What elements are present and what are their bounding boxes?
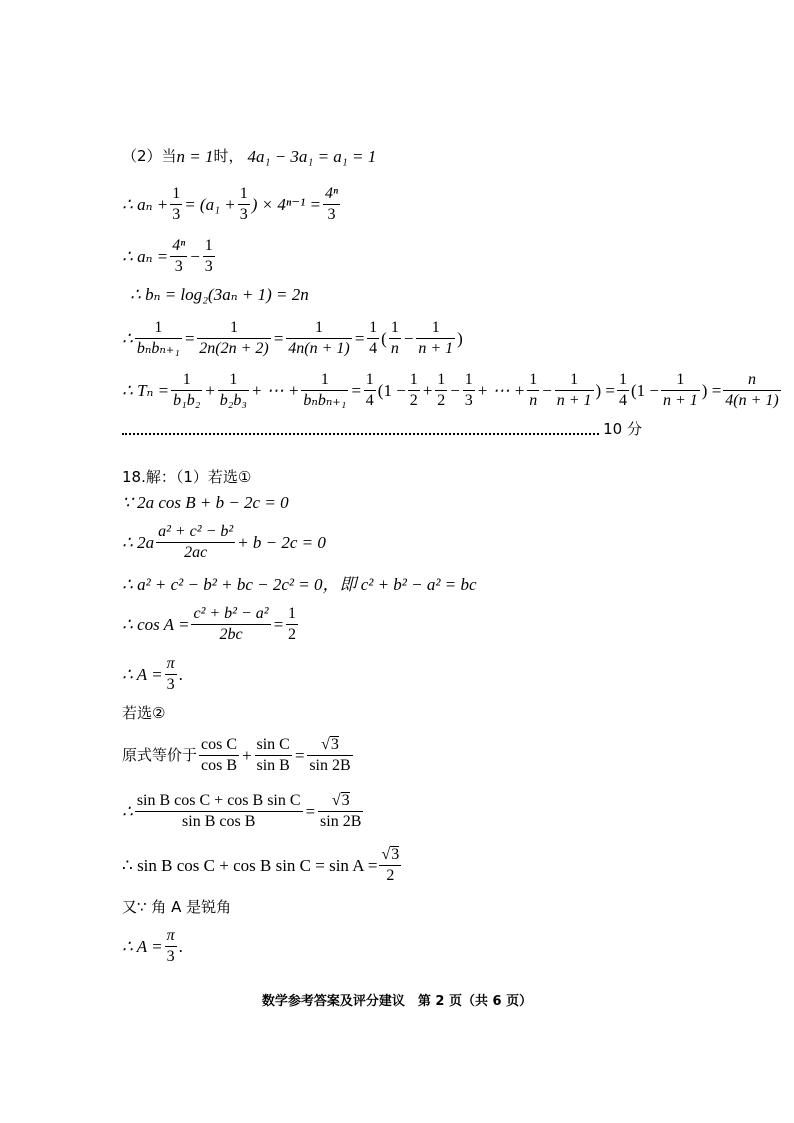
frac-den: b₂b₃ (219, 392, 247, 409)
frac-num: π (166, 655, 175, 672)
frac-num: √3 (381, 846, 400, 863)
q18-eq1 (122, 494, 289, 511)
frac-half (286, 606, 298, 643)
frac-num: 4ⁿ (172, 237, 186, 254)
frac-1-over-2-b (435, 372, 447, 409)
frac-num: 1 (409, 371, 418, 388)
frac-den: 3 (166, 676, 175, 693)
part2-eq2 (122, 238, 217, 275)
frac-num: n (748, 371, 757, 388)
eq3-text: ∴ bₙ = log₂(3aₙ + 1) = 2n (130, 285, 309, 304)
period: . (178, 665, 183, 684)
frac-num: 1 (464, 371, 473, 388)
frac-den: sin 2B (309, 757, 351, 774)
frac-den: 4 (619, 392, 627, 409)
frac-den: 2 (386, 867, 395, 884)
frac-1-over-n1 (416, 320, 455, 357)
part2-intro (122, 148, 376, 165)
q18-eq2-right: + b − 2c = 0 (237, 533, 326, 552)
frac-num: 1 (239, 185, 248, 202)
q18-eq2-left: ∴ 2a (122, 533, 155, 552)
frac-den: 2n(2n + 2) (199, 340, 269, 357)
frac-den: 2 (437, 392, 446, 409)
eq4-left: ∴ (122, 329, 133, 348)
frac-1-over-bnbn1-b (301, 372, 348, 409)
frac-num: √3 (331, 792, 350, 809)
frac-den: 4 (365, 392, 374, 409)
part2-eq3 (130, 286, 309, 303)
frac-cos-a (191, 606, 270, 643)
frac-num: 1 (676, 371, 685, 388)
frac-num: 1 (204, 237, 213, 254)
frac-1-over-4-b (364, 372, 376, 409)
frac-1-over-bnbn1 (135, 320, 182, 357)
frac-num: 1 (369, 319, 378, 336)
q18-eq4 (122, 606, 300, 643)
part2-eq1 (122, 186, 342, 223)
q18-eq10-left: ∴ A = (122, 937, 163, 956)
q18-eq5-left: ∴ A = (122, 665, 163, 684)
frac-num: √3 (321, 736, 339, 753)
frac-num: 4ⁿ (324, 185, 339, 202)
q18-eq9-text: 又∵ 角 A 是锐角 (122, 898, 232, 916)
frac-num: 1 (314, 319, 323, 336)
frac-pi-over-3-b (165, 928, 177, 965)
q18-eq10 (122, 928, 183, 965)
sqrt-radicand: 3 (341, 792, 350, 809)
frac-den: sin B cos B (182, 812, 256, 830)
frac-den: bₙbₙ₊₁ (303, 392, 347, 409)
frac-num: π (166, 927, 175, 944)
frac-den: 3 (239, 206, 248, 223)
frac-sqrt3-sin2b (307, 736, 352, 774)
frac-num: sin B cos C + cos B sin C (136, 791, 301, 809)
eq5-mid-2: (1 − (631, 381, 659, 400)
score-label: 10 分 (603, 420, 642, 438)
frac-pi-over-3 (165, 656, 177, 693)
period: . (178, 937, 183, 956)
frac-1-over-4 (367, 320, 379, 357)
frac-num: sin C (256, 735, 290, 753)
q18-eq6: 原式等价于 $\frac{\text{cos C}}{\text{cos B}}$ + $\frac{\text{sin C}}{\text{sin B}}$ = $\frac{√3}{\sin 2B}$ (122, 735, 351, 774)
frac-num: 1 (320, 371, 329, 388)
q18-heading-text: 18.解：（1）若选① (122, 468, 252, 486)
frac-den: 2bc (219, 626, 243, 643)
q18-heading (122, 470, 251, 485)
frac-num: 1 (229, 371, 238, 388)
frac-num: 1 (288, 605, 297, 622)
frac-cosc-cosb (199, 737, 239, 774)
frac-num: 1 (619, 371, 627, 388)
frac-den: 2ac (184, 544, 208, 561)
frac-4n-over-3-b (170, 238, 187, 275)
frac-num: 1 (154, 319, 163, 336)
q18-eq3 (122, 576, 477, 593)
frac-den: 3 (327, 206, 336, 223)
frac-num: 1 (437, 371, 446, 388)
frac-den: 4(n + 1) (725, 392, 779, 409)
q18-eq1-text: ∵ 2a cos B + b − 2c = 0 (122, 493, 289, 512)
frac-den: cos B (201, 756, 238, 774)
frac-den: 2 (288, 626, 297, 643)
eq5-dots: + ⋯ + (250, 381, 300, 400)
frac-num: 1 (529, 371, 538, 388)
q18-eq3-text: ∴ a² + c² − b² + bc − 2c² = 0，即 c² + b² − a² = bc (122, 575, 477, 594)
frac-final (723, 372, 780, 409)
eq1-left: ∴ aₙ + (122, 195, 169, 214)
frac-num: c² + b² − a² (193, 605, 269, 622)
frac-1-over-4-c (617, 372, 629, 409)
part2-time: 时， (213, 147, 244, 165)
sqrt-radicand: 3 (330, 736, 339, 753)
frac-1-over-b1b2 (171, 372, 202, 409)
frac-den: n (529, 392, 538, 409)
eq1-mid2: ) × 4ⁿ⁻¹ = (251, 195, 321, 214)
frac-den: 4n(n + 1) (288, 340, 350, 357)
q18-choice2 (122, 706, 165, 721)
choice2-label: 若选② (122, 704, 166, 722)
frac-den: b₁b₂ (173, 392, 201, 409)
page-footer: 数学参考答案及评分建议 第 2 页（共 6 页） (261, 994, 533, 1009)
frac-den: sin B (256, 756, 290, 774)
frac-den: 3 (166, 948, 175, 965)
frac-1-over-3 (463, 372, 475, 409)
dotted-leader (122, 423, 599, 435)
frac-num: cos C (201, 735, 238, 753)
frac-1-over-2n2n2 (197, 320, 270, 357)
q18-eq9 (122, 900, 231, 915)
frac-num: 1 (182, 371, 191, 388)
frac-den: bₙbₙ₊₁ (136, 340, 180, 357)
frac-num: a² + c² − b² (158, 523, 234, 540)
q18-eq4-left: ∴ cos A = (122, 615, 190, 634)
q18-eq8-text: ∴ sin B cos C + cos B sin C = sin A = (122, 855, 378, 875)
part2-intro-expr: 4a₁ − 3a₁ = a₁ = 1 (247, 147, 377, 166)
q18-eq6-left: 原式等价于 (122, 745, 198, 764)
frac-4n-over-3 (323, 186, 340, 223)
frac-sqrt3-over-2 (379, 846, 401, 884)
frac-1-over-2 (408, 372, 420, 409)
frac-num: 1 (172, 185, 181, 202)
frac-cos-b-law (156, 524, 235, 561)
frac-den: sin 2B (320, 813, 362, 830)
frac-one-third (170, 186, 182, 223)
frac-one-third-3 (203, 238, 215, 275)
part2-label: （2）当 (122, 147, 177, 165)
frac-num: 1 (390, 319, 399, 336)
frac-1-over-b2b3 (218, 372, 249, 409)
q18-eq7: ∴ $\frac{\text{sin B cos C + cos B sin C}}{\text{sin B cos B}}$ = $\frac{√3}{\sin 2B}$ (122, 791, 362, 830)
frac-den: n + 1 (418, 340, 454, 357)
frac-den: 4 (369, 340, 378, 357)
frac-den: 3 (464, 392, 473, 409)
frac-num: 1 (365, 371, 374, 388)
frac-num: 1 (230, 319, 239, 336)
frac-sqrt3-sin2b-b (318, 792, 363, 830)
frac-1-over-n-b (527, 372, 539, 409)
frac-den: 3 (174, 258, 183, 275)
frac-den: 2 (409, 392, 418, 409)
frac-1-over-n1-b (555, 372, 594, 409)
eq2-left: ∴ aₙ = (122, 247, 169, 266)
frac-num: 1 (431, 319, 440, 336)
frac-den: n + 1 (556, 392, 592, 409)
frac-1-over-n (389, 320, 401, 357)
minus-sign: − (189, 247, 201, 266)
eq5-mid: (1 − (377, 381, 406, 400)
frac-sum-over-product (135, 793, 303, 830)
part2-eq4: ∴ $\frac{1}{\text{bₙbₙ₊₁}}$ = $\frac{1}{2n(2n + 2)}$ = $\frac{1}{4n(n + 1)}$ = $\frac{1}{4}$ ( $\frac{1}{n}$ − $\frac{1}{n + 1}$ ) (122, 319, 463, 357)
frac-den: n (390, 340, 399, 357)
part2-eq5: ∴ Tₙ = $\frac{1}{\text{b₁b₂}}$ + $\frac{1}{\text{b₂b₃}}$ + ⋯ + $\frac{1}{\text{bₙbₙ₊₁}}$ = $\frac{1}{4}$ (1 − $\frac{1}{2}$ + $\frac{1}{2}$ − $\frac{1}{3}$ + ⋯ + $\frac{1}{n}$ − $\frac{1}{n + 1}$ ) = $\frac{1}{4}$ (1 − $\frac{1}{n + 1}$ ) = $\frac{n}{4(n + 1)}$ (122, 371, 779, 409)
eq1-mid: = (a₁ + (184, 195, 236, 214)
equals-sign: = (272, 615, 285, 634)
frac-sinc-sinb (255, 737, 292, 774)
eq5-dots-2: + ⋯ + (476, 381, 526, 400)
frac-den: n + 1 (663, 392, 698, 409)
q18-eq2 (122, 524, 326, 561)
frac-1-over-n1-c (661, 372, 700, 409)
q18-eq7-left: ∴ (122, 801, 133, 821)
sqrt-radicand: 3 (391, 846, 400, 863)
frac-num: 1 (570, 371, 579, 388)
frac-one-third-2 (238, 186, 250, 223)
q18-eq8 (122, 846, 403, 884)
frac-den: 3 (172, 206, 181, 223)
frac-den: 3 (204, 258, 213, 275)
part2-condition: n = 1 (176, 147, 214, 166)
q18-eq5 (122, 656, 183, 693)
eq5-left: ∴ Tₙ = (122, 381, 170, 400)
score-line (122, 418, 642, 439)
frac-1-over-4nn1 (286, 320, 351, 357)
